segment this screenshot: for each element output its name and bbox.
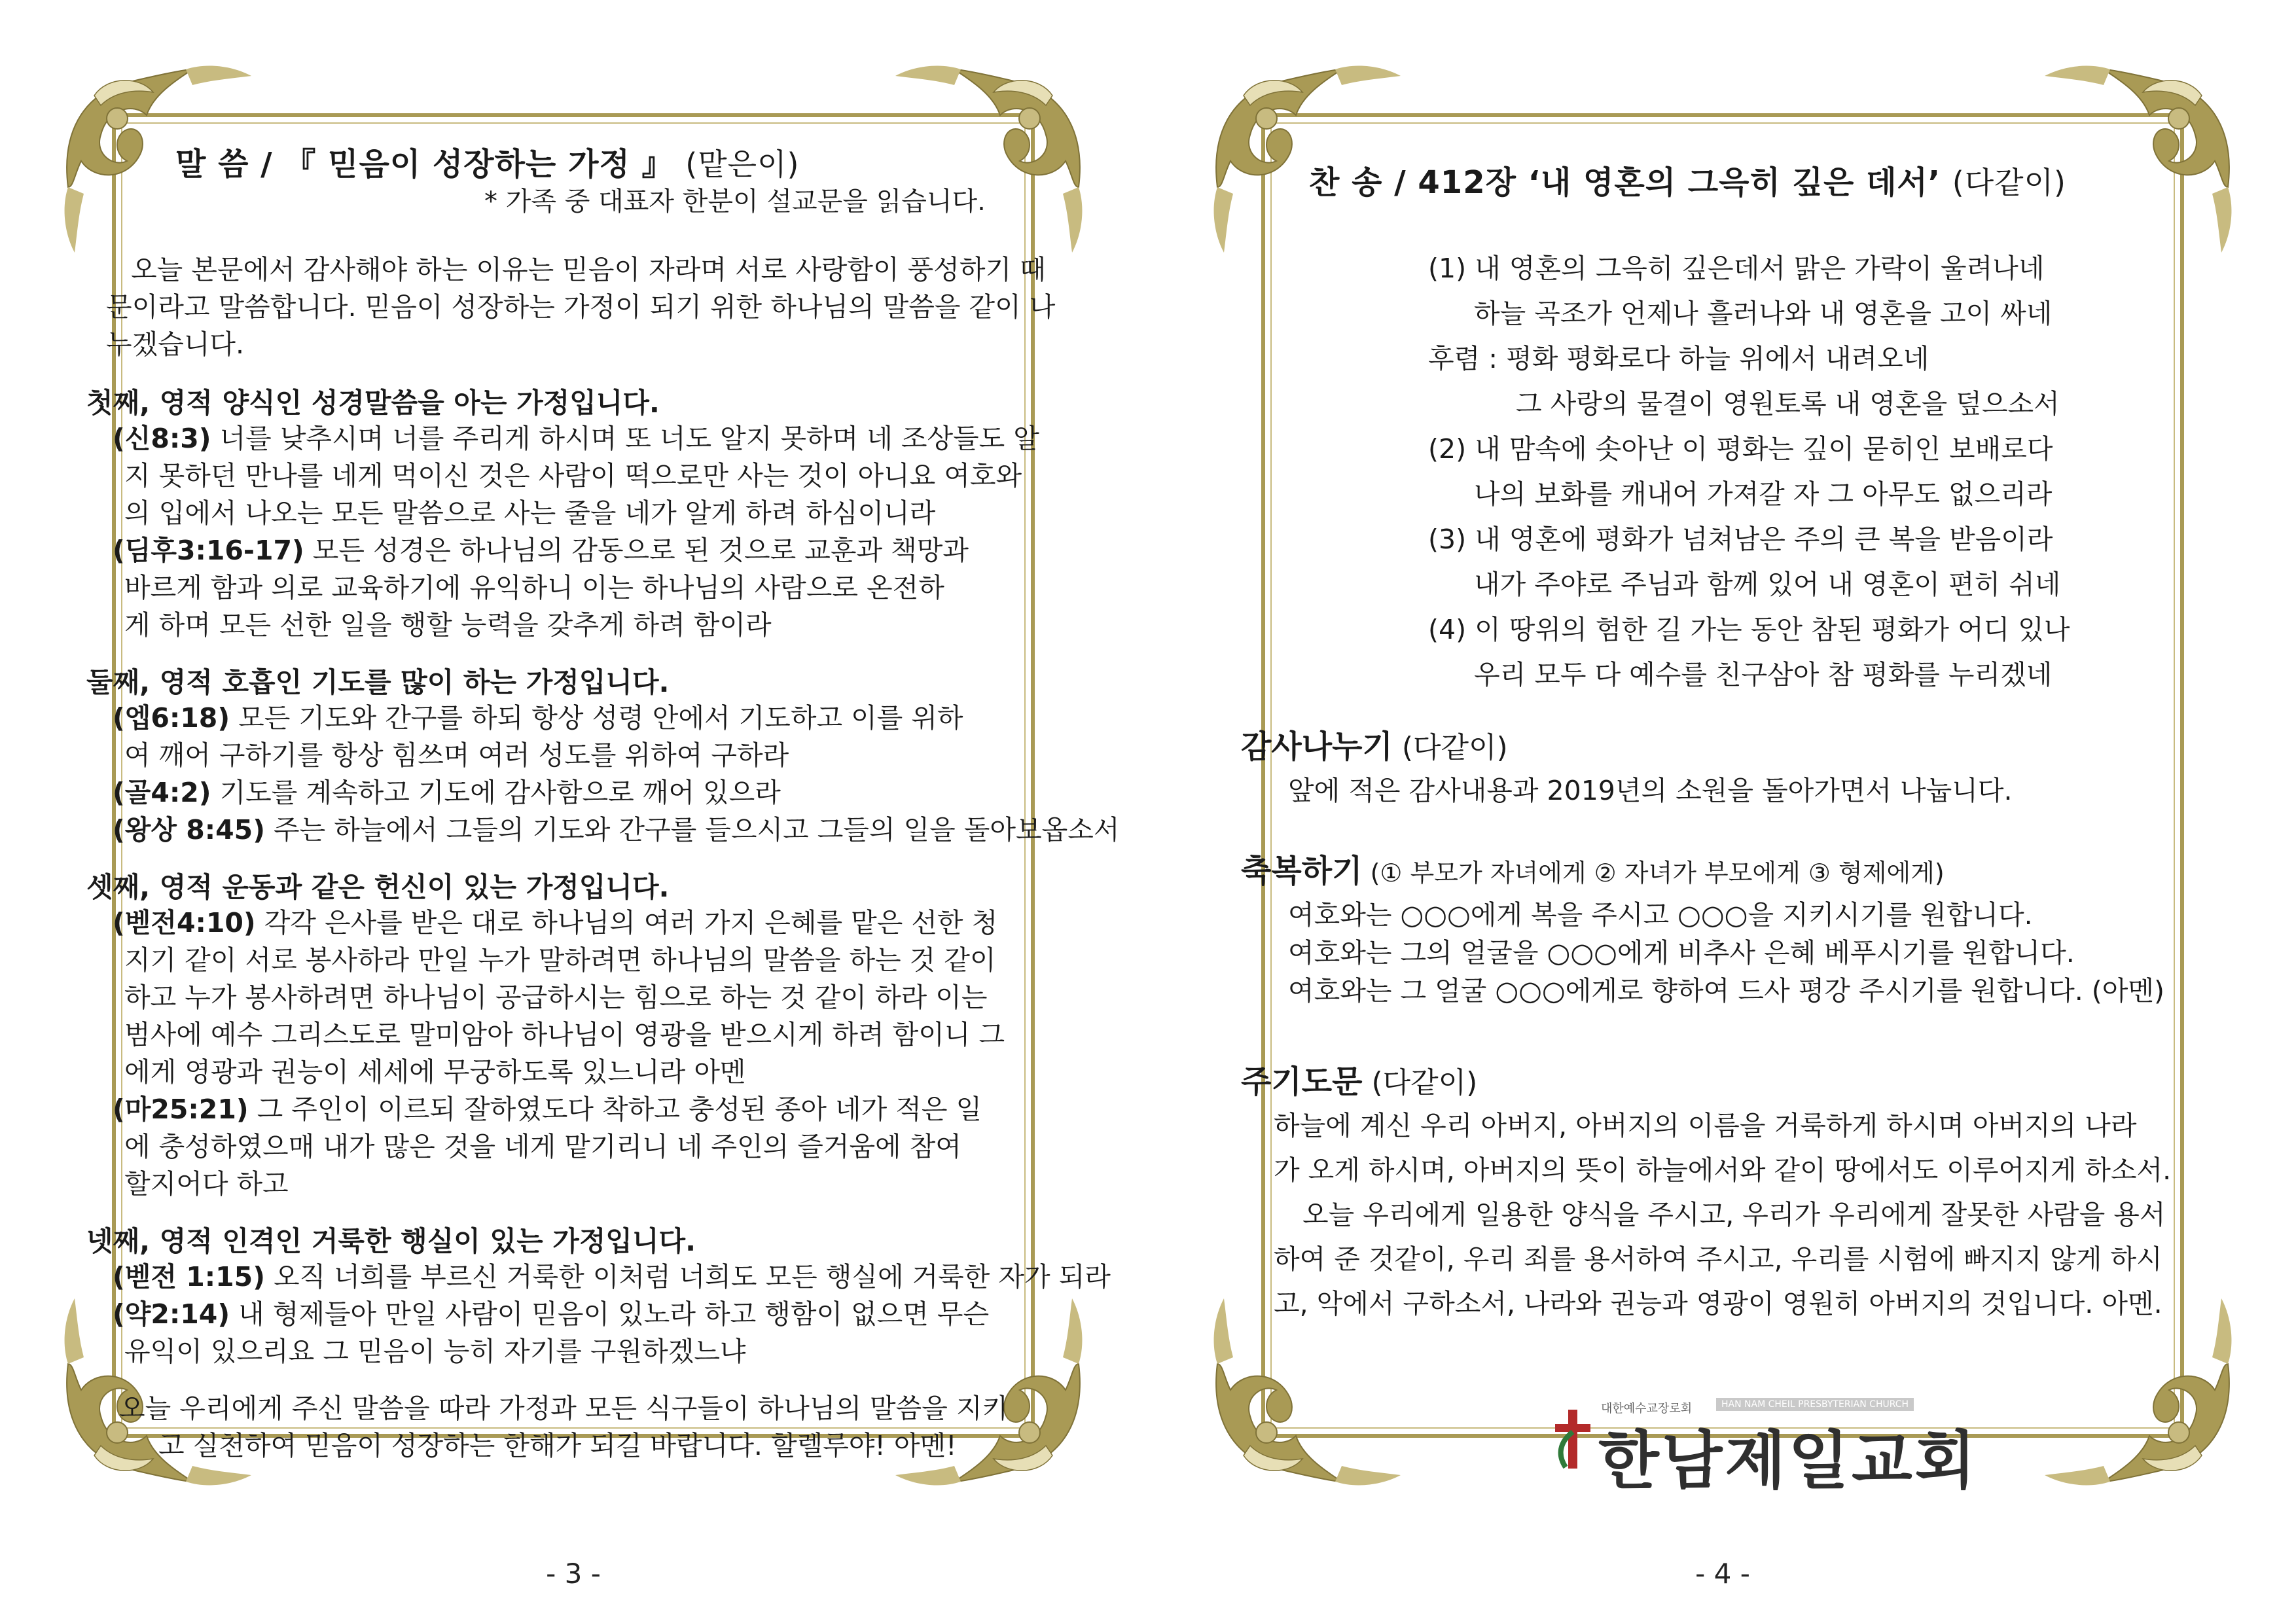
verse-ref: (마25:21)	[113, 1094, 249, 1125]
thanks-suffix: (다같이)	[1392, 731, 1508, 764]
blessing-line: 여호와는 그 얼굴 ○○○에게로 향하여 드사 평강 주시기를 원합니다. (아멘)	[1288, 975, 2165, 1007]
intro-line: 누겠습니다.	[106, 329, 245, 360]
hymn-title-suffix: (다같이)	[1952, 165, 2066, 200]
verse-ref: (약2:14)	[113, 1298, 230, 1330]
verse-line	[113, 1296, 989, 1332]
verse-text: 에게 영광과 권능이 세세에 무궁하도록 있느니라 아멘	[124, 1056, 746, 1088]
verse-text: 모든 기도와 간구를 하되 항상 성령 안에서 기도하고 이를 위하	[230, 702, 963, 734]
verse-text: 유익이 있으리요 그 믿음이 능히 자기를 구원하겠느냐	[124, 1336, 746, 1367]
prayer-line: 오늘 우리에게 일용한 양식을 주시고, 우리가 우리에게 잘못한 사람을 용서	[1302, 1199, 2166, 1230]
verse-ref: (벧전4:10)	[113, 907, 256, 938]
prayer-line: 고, 악에서 구하소서, 나라와 권능과 영광이 영원히 아버지의 것입니다. 아멘.	[1274, 1288, 2162, 1319]
verse-line	[113, 904, 997, 941]
page-number-left: - 3 -	[546, 1558, 601, 1590]
section-heading: 둘째, 영적 호흡인 기도를 많이 하는 가정입니다.	[86, 666, 670, 698]
verse-text: 내 형제들아 만일 사람이 믿음이 있노라 하고 행함이 없으면 무슨	[230, 1298, 990, 1330]
verse-line	[113, 1258, 1111, 1295]
closing-line: 고 실천하여 믿음이 성장하는 한해가 되길 바랍니다. 할렐루야! 아멘!	[158, 1430, 957, 1461]
verse-text: 지 못하던 만나를 네게 먹이신 것은 사람이 떡으로만 사는 것이 아니요 여호와	[124, 460, 1022, 491]
verse-text: 너를 낮추시며 너를 주리게 하시며 또 너도 알지 못하며 네 조상들도 알	[211, 423, 1039, 454]
verse-text: 하고 누가 봉사하려면 하나님이 공급하시는 힘으로 하는 것 같이 하라 이는	[124, 982, 988, 1013]
prayer-title: 주기도문	[1241, 1063, 1363, 1100]
closing-line: 오늘 우리에게 주신 말씀을 따라 가정과 모든 식구들이 하나님의 말씀을 지키	[119, 1393, 1009, 1424]
hymn-line: (3) 내 영혼에 평화가 넘쳐남은 주의 큰 복을 받음이라	[1428, 524, 2053, 555]
prayer-suffix: (다같이)	[1362, 1066, 1478, 1099]
hymn-line: (1) 내 영혼의 그윽히 깊은데서 맑은 가락이 울려나네	[1428, 253, 2045, 284]
sermon-title	[175, 139, 799, 184]
logo-church-name: 한남제일교회	[1598, 1424, 1979, 1497]
hymn-title	[1309, 157, 2066, 202]
hymn-line: 내가 주야로 주님과 함께 있어 내 영혼이 편히 쉬네	[1474, 569, 2061, 600]
thanks-title: 감사나누기	[1241, 728, 1393, 765]
prayer-heading	[1241, 1056, 1477, 1101]
page-number-right: - 4 -	[1695, 1558, 1750, 1590]
hymn-title-text: 찬 송 / 412장 ‘내 영혼의 그윽히 깊은 데서’	[1309, 164, 1941, 201]
corner-ornament	[895, 66, 1082, 253]
section-heading: 넷째, 영적 인격인 거룩한 행실이 있는 가정입니다.	[86, 1225, 696, 1257]
verse-text: 여 깨어 구하기를 항상 힘쓰며 여러 성도를 위하여 구하라	[124, 740, 789, 771]
thanks-line: 앞에 적은 감사내용과 2019년의 소원을 돌아가면서 나눕니다.	[1288, 775, 2013, 806]
sermon-title-text: 말 씀 / 『 믿음이 성장하는 가정 』	[175, 146, 674, 183]
verse-text: 그 주인이 이르되 잘하였도다 착하고 충성된 종아 네가 적은 일	[248, 1094, 982, 1125]
verse-line	[113, 700, 963, 736]
verse-line	[113, 420, 1039, 457]
verse-ref: (딤후3:16-17)	[113, 535, 304, 566]
sermon-title-suffix: (맡은이)	[685, 147, 800, 182]
verse-ref: (엡6:18)	[113, 702, 230, 734]
cross-logo-icon	[1552, 1410, 1594, 1469]
verse-line	[113, 774, 781, 811]
hymn-line: (2) 내 맘속에 솟아난 이 평화는 깊이 묻히인 보배로다	[1428, 433, 2053, 465]
verse-text: 바르게 함과 의로 교육하기에 유익하니 이는 하나님의 사람으로 온전하	[124, 572, 944, 603]
verse-text: 에 충성하였으매 내가 많은 것을 네게 맡기리니 네 주인의 즐거움에 참여	[124, 1131, 961, 1162]
prayer-line: 하늘에 계신 우리 아버지, 아버지의 이름을 거룩하게 하시며 아버지의 나라	[1274, 1110, 2137, 1141]
verse-text: 지기 같이 서로 봉사하라 만일 누가 말하려면 하나님의 말씀을 하는 것 같이	[124, 944, 996, 976]
verse-text: 할지어다 하고	[124, 1168, 289, 1200]
verse-line	[113, 812, 1119, 848]
hymn-line: 후렴 : 평화 평화로다 하늘 위에서 내려오네	[1428, 343, 1929, 374]
hymn-line: 나의 보화를 캐내어 가져갈 자 그 아무도 없으리라	[1474, 478, 2053, 510]
blessing-line: 여호와는 그의 얼굴을 ○○○에게 비추사 은혜 베푸시기를 원합니다.	[1288, 937, 2075, 969]
prayer-line: 가 오게 하시며, 아버지의 뜻이 하늘에서와 같이 땅에서도 이루어지게 하소서.	[1274, 1154, 2172, 1186]
logo-denomination: 대한예수교장로회	[1601, 1402, 1693, 1416]
verse-ref: (골4:2)	[113, 777, 211, 808]
logo-english: HAN NAM CHEIL PRESBYTERIAN CHURCH	[1716, 1398, 1914, 1411]
verse-ref: (벧전 1:15)	[113, 1261, 265, 1293]
hymn-line: (4) 이 땅위의 험한 길 가는 동안 참된 평화가 어디 있나	[1428, 614, 2070, 645]
verse-text: 의 입에서 나오는 모든 말씀으로 사는 줄을 네가 알게 하려 하심이니라	[124, 497, 936, 529]
hymn-line: 하늘 곡조가 언제나 흘러나와 내 영혼을 고이 싸네	[1474, 298, 2053, 329]
prayer-line: 하여 준 것같이, 우리 죄를 용서하여 주시고, 우리를 시험에 빠지지 않게 하시	[1274, 1243, 2162, 1275]
verse-text: 모든 성경은 하나님의 감동으로 된 것으로 교훈과 책망과	[304, 535, 969, 566]
intro-line: 오늘 본문에서 감사해야 하는 이유는 믿음이 자라며 서로 사랑함이 풍성하기 때	[131, 254, 1046, 285]
blessing-suffix: (① 부모가 자녀에게 ② 자녀가 부모에게 ③ 형제에게)	[1362, 859, 1945, 887]
verse-text: 기도를 계속하고 기도에 감사함으로 깨어 있으라	[211, 777, 781, 808]
verse-text: 게 하며 모든 선한 일을 행할 능력을 갖추게 하려 함이라	[124, 609, 772, 641]
section-heading: 첫째, 영적 양식인 성경말씀을 아는 가정입니다.	[86, 387, 660, 419]
corner-ornament	[1214, 1298, 1401, 1485]
section-heading: 셋째, 영적 운동과 같은 헌신이 있는 가정입니다.	[86, 871, 670, 903]
corner-ornament	[2045, 66, 2231, 253]
blessing-title: 축복하기	[1241, 853, 1363, 889]
sermon-note: * 가족 중 대표자 한분이 설교문을 읽습니다.	[484, 187, 986, 217]
verse-ref: (신8:3)	[113, 423, 211, 454]
corner-ornament	[2045, 1298, 2231, 1485]
thanks-heading	[1241, 721, 1508, 766]
hymn-line: 그 사랑의 물결이 영원토록 내 영혼을 덮으소서	[1516, 388, 2060, 419]
hymn-line: 우리 모두 다 예수를 친구삼아 참 평화를 누리겠네	[1474, 659, 2053, 690]
verse-text: 주는 하늘에서 그들의 기도와 간구를 들으시고 그들의 일을 돌아보옵소서	[264, 814, 1120, 846]
verse-line	[113, 1091, 982, 1128]
verse-line	[113, 532, 969, 569]
blessing-heading	[1241, 846, 1945, 891]
verse-ref: (왕상 8:45)	[113, 814, 265, 846]
verse-text: 각각 은사를 받은 대로 하나님의 여러 가지 은혜를 맡은 선한 청	[255, 907, 998, 938]
verse-text: 오직 너희를 부르신 거룩한 이처럼 너희도 모든 행실에 거룩한 자가 되라	[264, 1261, 1111, 1293]
verse-text: 범사에 예수 그리스도로 말미암아 하나님이 영광을 받으시게 하려 함이니 그	[124, 1019, 1005, 1050]
intro-line: 문이라고 말씀합니다. 믿음이 성장하는 가정이 되기 위한 하나님의 말씀을 같이 나	[106, 291, 1056, 323]
blessing-line: 여호와는 ○○○에게 복을 주시고 ○○○을 지키시기를 원합니다.	[1288, 899, 2033, 931]
